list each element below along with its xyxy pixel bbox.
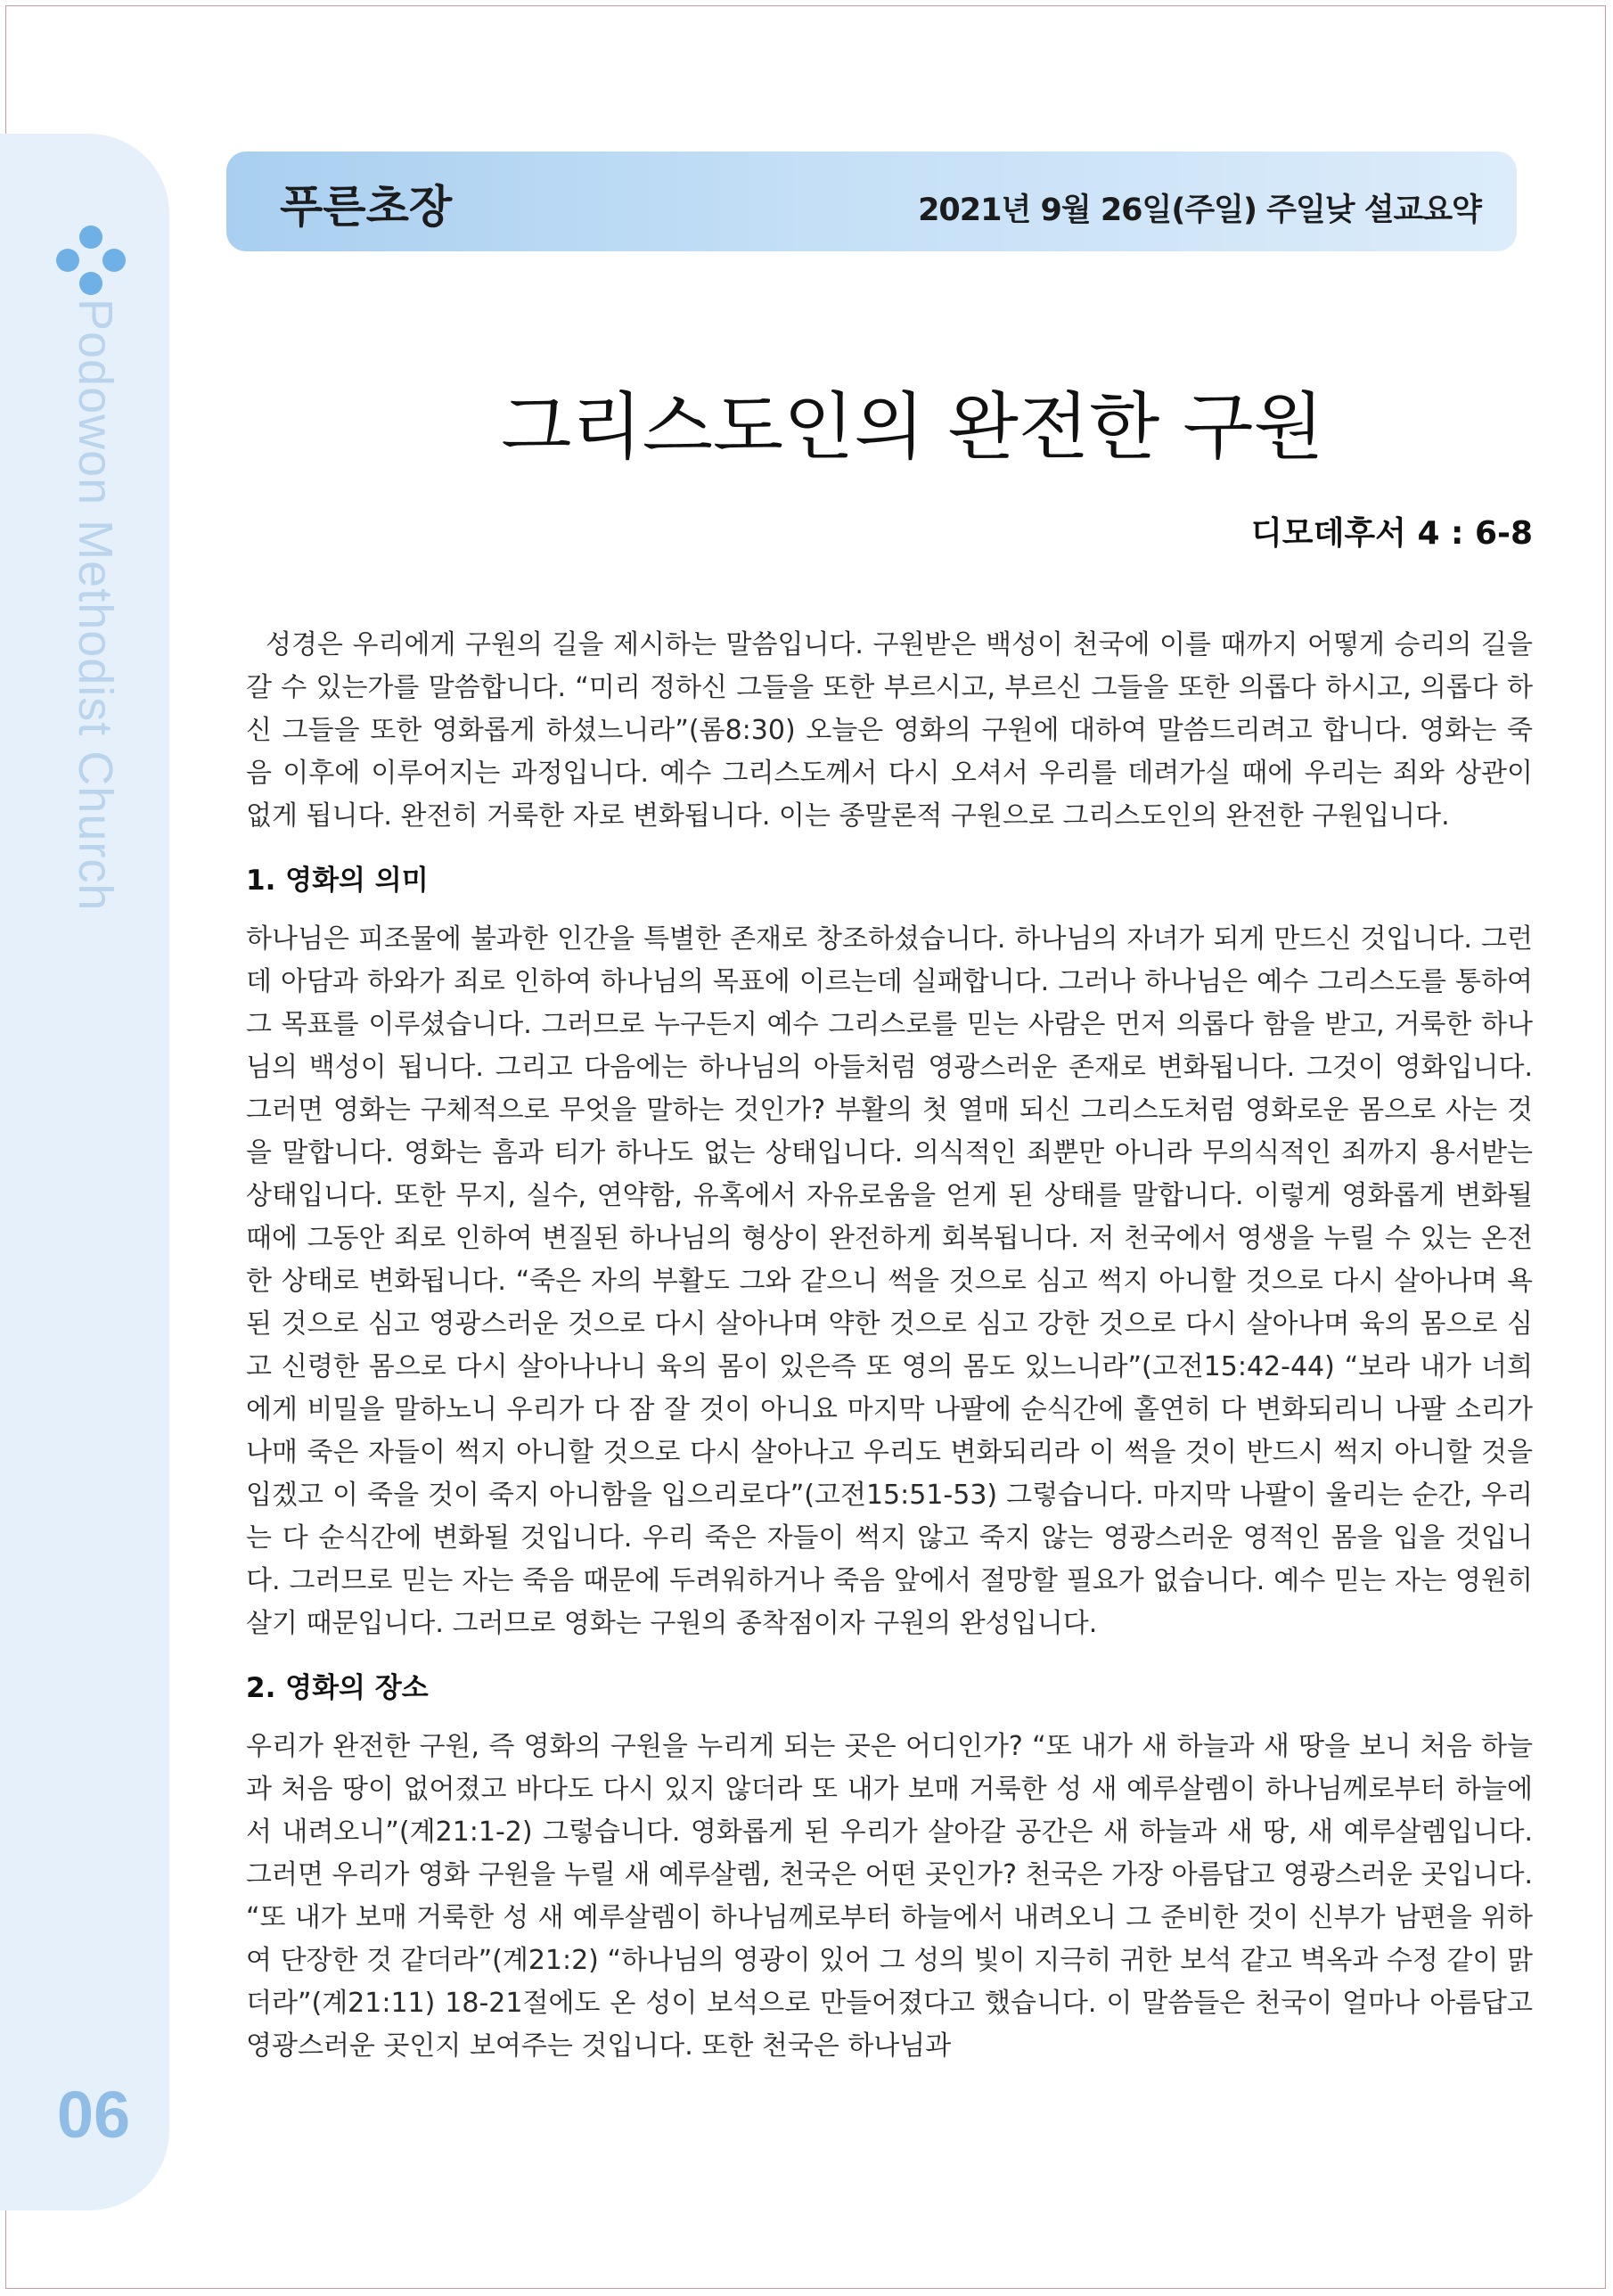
page-number: 06	[56, 2078, 131, 2152]
church-name-vertical: Podowon Methodist Church	[69, 299, 122, 912]
sermon-date: 2021년 9월 26일(주일) 주일낮 설교요약	[918, 193, 1481, 228]
section-heading-1: 1. 영화의 의미	[246, 865, 429, 897]
section-paragraph-2: 우리가 완전한 구원, 즉 영화의 구원을 누리게 되는 곳은 어디인가? “또 내가 새 하늘과 새 땅을 보니 처음 하늘과 처음 땅이 없어졌고 바다도 다시 있지 않더라 또 내가 보매 거룩한 성 새 예루살렘이 하나님께로부터 하늘에서 내려오니”(계21:1-2) 그렇습니다. 영화롭게 된 우리가 살아갈 공간은 새 하늘과 새 땅, 새 예루살렘입니다. 그러면 우리가 영화 구원을 누릴 새 예루살렘, 천국은 어떤 곳인가? 천국은 가장 아름답고 영광스러운 곳입니다. “또 내가 보매 거룩한 성 새 예루살렘이 하나님께로부터 하늘에서 내려오니 그 준비한 것이 신부가 남편을 위하여 단장한 것 같더라”(계21:2) “하나님의 영광이 있어 그 성의 빛이 지극히 귀한 보석 같고 벽옥과 수정 같이 맑더라”(계21:11) 18-21절에도 온 성이 보석으로 만들어졌다고 했습니다. 이 말씀들은 천국이 얼마나 아름답고 영광스러운 곳인지 보여주는 것입니다. 또한 천국은 하나님과	[246, 1731, 1533, 2062]
sermon-title: 그리스도인의 완전한 구원	[501, 385, 1324, 470]
scripture-reference: 디모데후서 4 : 6-8	[1251, 515, 1533, 552]
section-heading-2: 2. 영화의 장소	[246, 1672, 429, 1704]
header-banner	[226, 152, 1517, 251]
section-paragraph-1: 하나님은 피조물에 불과한 인간을 특별한 존재로 창조하셨습니다. 하나님의 자녀가 되게 만드신 것입니다. 그런데 아담과 하와가 죄로 인하여 하나님의 목표에 이르는데 실패합니다. 그러나 하나님은 예수 그리스도를 통하여 그 목표를 이루셨습니다. 그러므로 누구든지 예수 그리스로를 믿는 사람은 먼저 의롭다 함을 받고, 거룩한 하나님의 백성이 됩니다. 그리고 다음에는 하나님의 아들처럼 영광스러운 존재로 변화됩니다. 그것이 영화입니다. 그러면 영화는 구체적으로 무엇을 말하는 것인가? 부활의 첫 열매 되신 그리스도처럼 영화로운 몸으로 사는 것을 말합니다. 영화는 흠과 티가 하나도 없는 상태입니다. 의식적인 죄뿐만 아니라 무의식적인 죄까지 용서받는 상태입니다. 또한 무지, 실수, 연약함, 유혹에서 자유로움을 얻게 된 상태를 말합니다. 이렇게 영화롭게 변화될 때에 그동안 죄로 인하여 변질된 하나님의 형상이 완전하게 회복됩니다. 저 천국에서 영생을 누릴 수 있는 온전한 상태로 변화됩니다. “죽은 자의 부활도 그와 같으니 썩을 것으로 심고 썩지 아니할 것으로 다시 살아나며 욕된 것으로 심고 영광스러운 것으로 다시 살아나며 약한 것으로 심고 강한 것으로 다시 살아나며 육의 몸으로 심고 신령한 몸으로 다시 살아나나니 육의 몸이 있은즉 또 영의 몸도 있느니라”(고전15:42-44) “보라 내가 너희에게 비밀을 말하노니 우리가 다 잠 잘 것이 아니요 마지막 나팔에 순식간에 홀연히 다 변화되리니 나팔 소리가 나매 죽은 자들이 썩지 아니할 것으로 다시 살아나고 우리도 변화되리라 이 썩을 것이 반드시 썩지 아니할 것을 입겠고 이 죽을 것이 죽지 아니함을 입으리로다”(고전15:51-53) 그렇습니다. 마지막 나팔이 울리는 순간, 우리는 다 순식간에 변화될 것입니다. 우리 죽은 자들이 썩지 않고 죽지 않는 영광스러운 영적인 몸을 입을 것입니다. 그러므로 믿는 자는 죽음 때문에 두려워하거나 죽음 앞에서 절망할 필요가 없습니다. 예수 믿는 자는 영원히 살기 때문입니다. 그러므로 영화는 구원의 종착점이자 구원의 완성입니다.	[246, 923, 1533, 1639]
sermon-body	[246, 624, 1533, 2068]
bulletin-title: 푸른초장	[280, 181, 453, 233]
intro-paragraph: 성경은 우리에게 구원의 길을 제시하는 말씀입니다. 구원받은 백성이 천국에 이를 때까지 어떻게 승리의 길을 갈 수 있는가를 말씀합니다. “미리 정하신 그들을 또한 부르시고, 부르신 그들을 또한 의롭다 하시고, 의롭다 하신 그들을 또한 영화롭게 하셨느니라”(롬8:30) 오늘은 영화의 구원에 대하여 말씀드리려고 합니다. 영화는 죽음 이후에 이루어지는 과정입니다. 예수 그리스도께서 다시 오셔서 우리를 데려가실 때에 우리는 죄와 상관이 없게 됩니다. 완전히 거룩한 자로 변화됩니다. 이는 종말론적 구원으로 그리스도인의 완전한 구원입니다.	[246, 629, 1533, 832]
blue-cross-flower-icon	[55, 225, 127, 296]
